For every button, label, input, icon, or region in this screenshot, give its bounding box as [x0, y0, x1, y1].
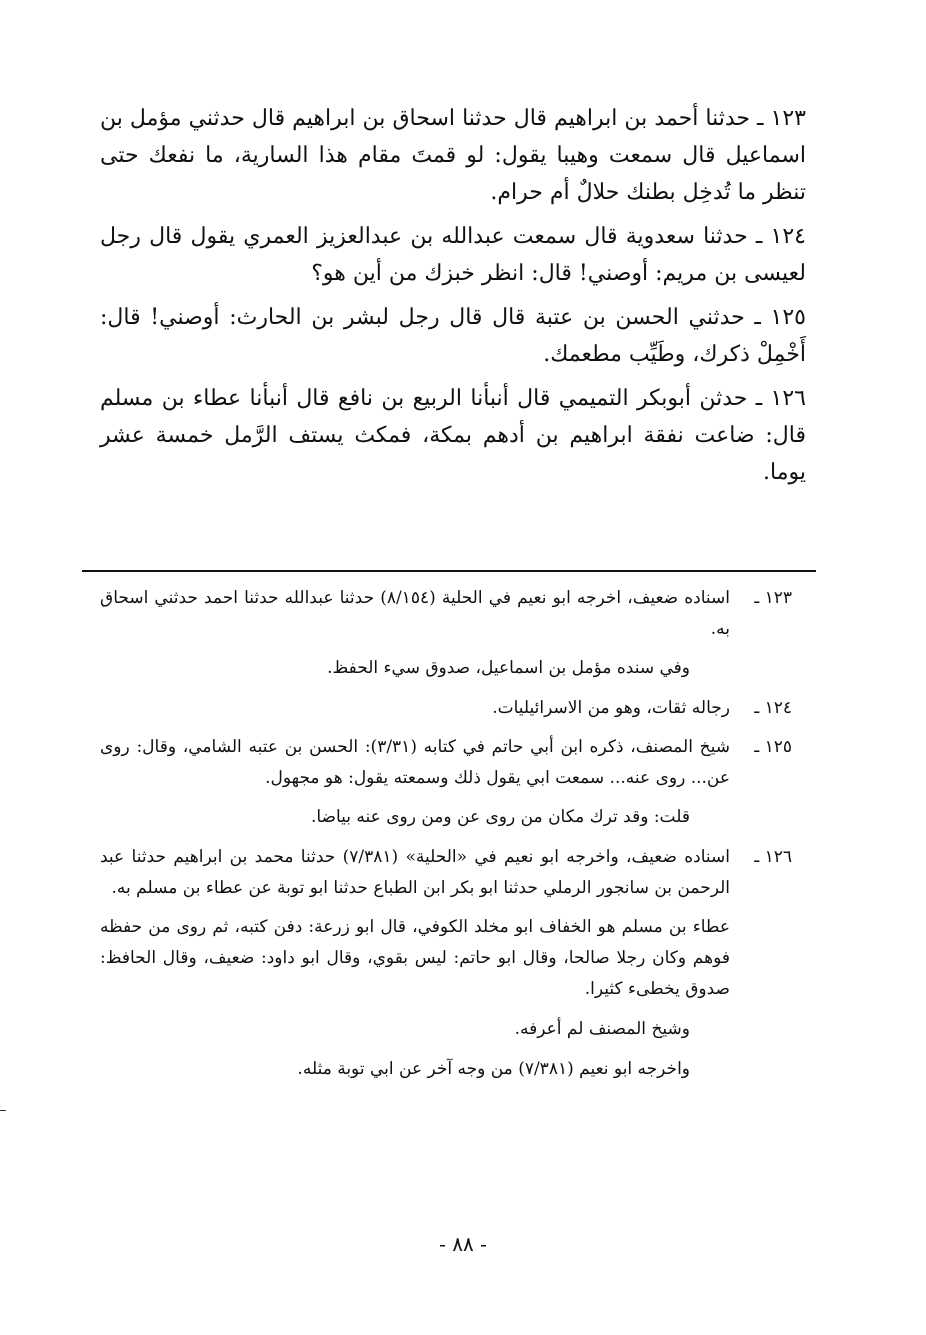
paragraph-125: ١٢٥ ـ حدثني الحسن بن عتبة قال قال رجل لبشر بن الحارث: أوصني! قال: أَخْمِلْ ذكرك، وطَيِّب مطعمك.	[100, 305, 806, 367]
footnote-number: ١٢٦ ـ	[754, 847, 792, 867]
margin-mark	[0, 1110, 6, 1111]
footnote-number: ١٢٤ ـ	[754, 698, 792, 718]
footnote-text: شيخ المصنف، ذكره ابن أبي حاتم في كتابه (٣/٣١): الحسن بن عتبه الشامي، وقال: روى عن... روى عنه... سمعت ابي يقول ذلك وسمعته يقول: هو مجهول.	[100, 737, 730, 788]
page-number: - ٨٨ -	[439, 1232, 487, 1256]
footnotes	[100, 583, 792, 1094]
paragraph-124: ١٢٤ ـ حدثنا سعدوية قال سمعت عبدالله بن عبدالعزيز العمري يقول قال رجل لعيسى بن مريم: أوصني! قال: انظر خبزك من أين هو؟	[100, 224, 806, 286]
footnote-126-note-2: وشيخ المصنف لم أعرفه.	[514, 1019, 690, 1039]
footnote-123-note: وفي سنده مؤمل بن اسماعيل، صدوق سيء الحفظ.	[327, 658, 690, 678]
footnote-126-note-1: عطاء بن مسلم هو الخفاف ابو مخلد الكوفي، قال ابو زرعة: دفن كتبه، ثم روى من حفظه فوهم وكان رجلا صالحا، وقال ابو حاتم: ليس بقوي، وقال ابو داود: ضعيف، وقال الحافظ: صدوق يخطىء كثيرا.	[100, 917, 730, 999]
paragraph-123: ١٢٣ ـ حدثنا أحمد بن ابراهيم قال حدثنا اسحاق بن ابراهيم قال حدثني مؤمل بن اسماعيل قال سمعت وهيبا يقول: لو قمتَ مقام هذا السارية، ما نفعك حتى تنظر ما تُدخِل بطنك حلالٌ أم حرام.	[100, 106, 806, 205]
paragraph-126: ١٢٦ ـ حدثن أبوبكر التميمي قال أنبأنا الربيع بن نافع قال أنبأنا عطاء بن مسلم قال: ضاعت نفقة ابراهيم بن أدهم بمكة، فمكث يستف الرَّمل خمسة عشر يوما.	[100, 386, 806, 485]
footnote-text: اسناده ضعيف، واخرجه ابو نعيم في «الحلية» (٧/٣٨١) حدثنا محمد بن ابراهيم حدثنا عبد الرحمن بن سانجور الرملي حدثنا ابو بكر ابن الطباع حدثنا ابو توبة عن عطاء بن مسلم به.	[100, 847, 730, 898]
footnote-126	[100, 842, 792, 904]
footnote-divider	[82, 570, 816, 572]
footnote-text: اسناده ضعيف، اخرجه ابو نعيم في الحلية (٨/١٥٤) حدثنا عبدالله حدثنا احمد حدثني اسحاق به.	[100, 588, 730, 639]
main-text	[100, 100, 806, 498]
footnote-125	[100, 732, 792, 794]
footnote-123	[100, 583, 792, 645]
footnote-number: ١٢٥ ـ	[754, 737, 792, 757]
footnote-124	[100, 693, 792, 724]
footnote-126-note-3: واخرجه ابو نعيم (٧/٣٨١) من وجه آخر عن ابي توبة مثله.	[297, 1059, 690, 1079]
footnote-text: رجاله ثقات، وهو من الاسرائيليات.	[492, 698, 730, 718]
footnote-number: ١٢٣ ـ	[754, 588, 792, 608]
footnote-125-note: قلت: وقد ترك مكان من روى عن ومن روى عنه بياضا.	[310, 807, 690, 827]
